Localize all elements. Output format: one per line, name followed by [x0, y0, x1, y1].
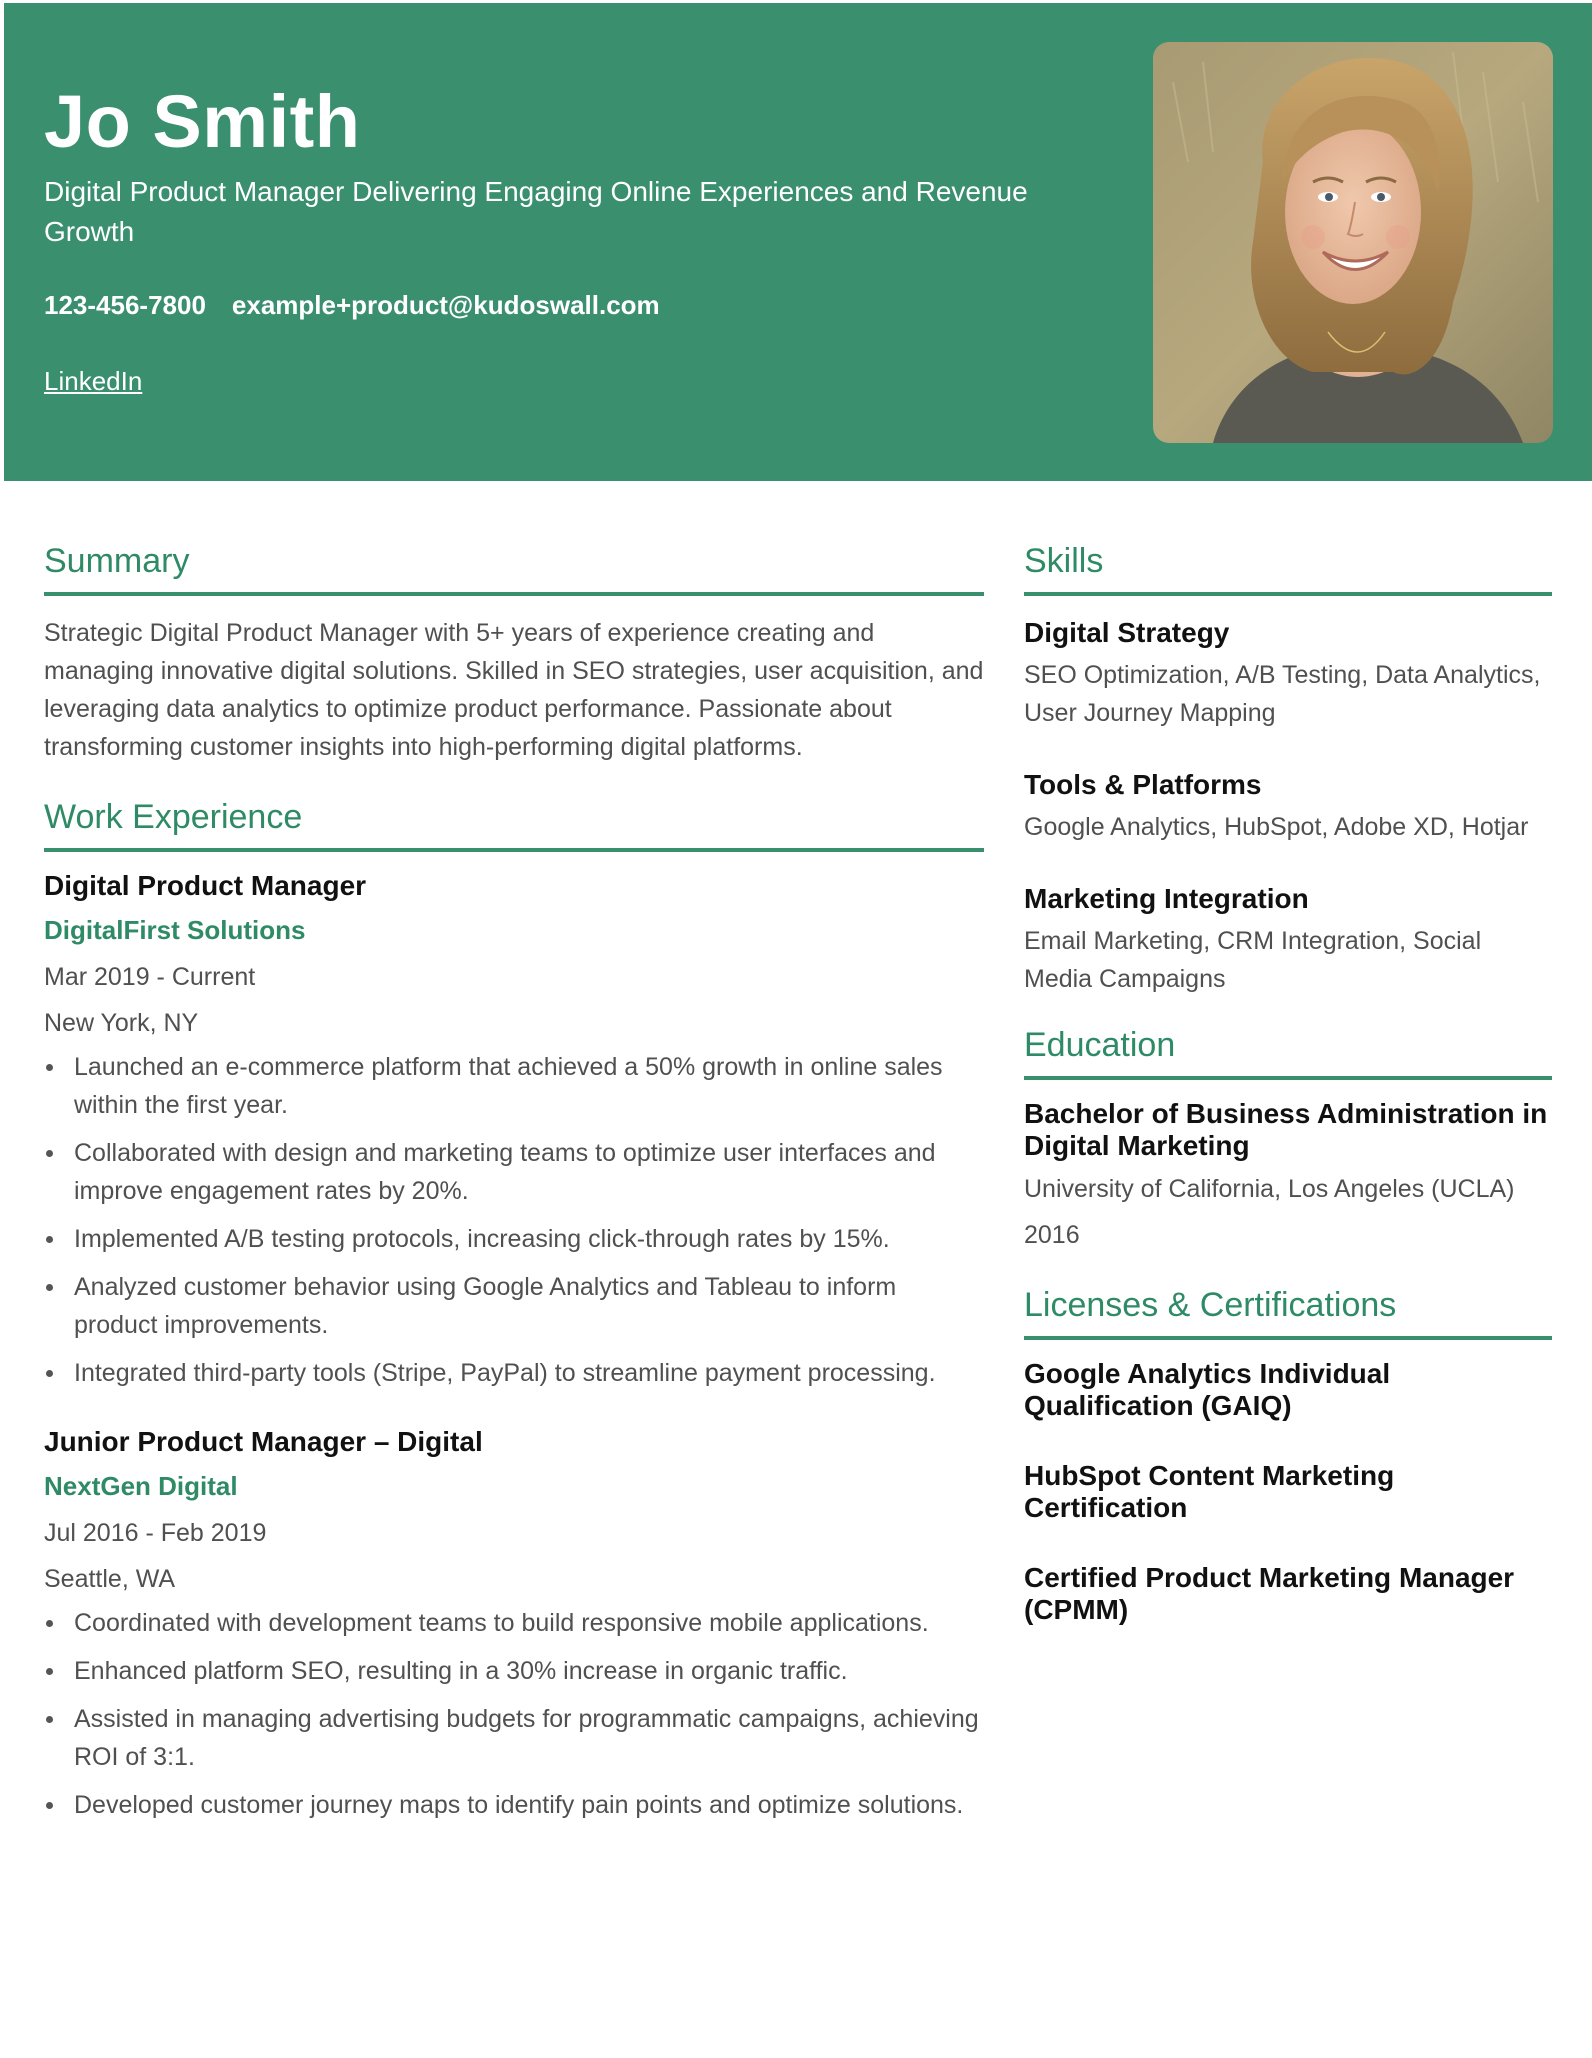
job-bullet: Assisted in managing advertising budgets for programmatic campaigns, achieving ROI of 3:1.	[44, 1700, 984, 1776]
summary-text: Strategic Digital Product Manager with 5+ years of experience creating and managing innovative digital solutions. Skilled in SEO strategies, user acquisition, and leveraging data analytics to optimize product performance. Passionate about transforming customer insights into high-performing digital platforms.	[44, 619, 984, 761]
job-bullet: Collaborated with design and marketing teams to optimize user interfaces and improve engagement rates by 20%.	[44, 1134, 984, 1210]
job-entry	[44, 866, 984, 1392]
skill-group-items: Email Marketing, CRM Integration, Social Media Campaigns	[1024, 927, 1482, 993]
job-dates: Jul 2016 - Feb 2019	[44, 1519, 267, 1547]
certification-item: HubSpot Content Marketing Certification	[1024, 1460, 1395, 1523]
job-bullet: Coordinated with development teams to build responsive mobile applications.	[44, 1604, 984, 1642]
left-column	[44, 540, 984, 1834]
candidate-tagline: Digital Product Manager Delivering Engaging Online Experiences and Revenue Growth	[44, 176, 1028, 247]
phone-number: 123-456-7800	[44, 290, 206, 320]
contact-info	[44, 287, 660, 323]
job-company: NextGen Digital	[44, 1471, 238, 1501]
job-dates: Mar 2019 - Current	[44, 963, 256, 991]
job-bullets	[44, 1048, 984, 1392]
skill-group-items: SEO Optimization, A/B Testing, Data Analytics, User Journey Mapping	[1024, 661, 1541, 727]
job-bullet: Analyzed customer behavior using Google Analytics and Tableau to inform product improvements.	[44, 1268, 984, 1344]
job-bullet: Implemented A/B testing protocols, increasing click-through rates by 15%.	[44, 1220, 984, 1258]
skill-group	[1024, 880, 1552, 998]
skill-group-items: Google Analytics, HubSpot, Adobe XD, Hotjar	[1024, 813, 1529, 841]
job-title: Digital Product Manager	[44, 870, 367, 901]
summary-heading: Summary	[44, 540, 984, 596]
right-column	[1024, 540, 1552, 1626]
job-location: New York, NY	[44, 1009, 199, 1037]
candidate-name: Jo Smith	[44, 80, 361, 163]
profile-photo	[1153, 42, 1553, 443]
job-bullet: Developed customer journey maps to identify pain points and optimize solutions.	[44, 1786, 984, 1824]
profile-photo-image	[1153, 42, 1553, 443]
skill-group-title: Tools & Platforms	[1024, 769, 1262, 800]
job-bullets	[44, 1604, 984, 1824]
skill-group	[1024, 766, 1552, 846]
skill-group	[1024, 614, 1552, 732]
job-bullet: Enhanced platform SEO, resulting in a 30% increase in organic traffic.	[44, 1652, 984, 1690]
certifications-heading: Licenses & Certifications	[1024, 1284, 1552, 1340]
skills-section	[1024, 540, 1552, 998]
linkedin-link[interactable]: LinkedIn	[44, 366, 143, 396]
experience-heading: Work Experience	[44, 796, 984, 852]
email-address: example+product@kudoswall.com	[231, 290, 660, 320]
experience-section	[44, 796, 984, 1824]
education-section	[1024, 1024, 1552, 1254]
job-bullet: Launched an e-commerce platform that achieved a 50% growth in online sales within the first year.	[44, 1048, 984, 1124]
certification-item: Google Analytics Individual Qualification (GAIQ)	[1024, 1358, 1391, 1421]
job-title: Junior Product Manager – Digital	[44, 1426, 483, 1457]
education-degree: Bachelor of Business Administration in Digital Marketing	[1024, 1098, 1548, 1161]
job-company: DigitalFirst Solutions	[44, 915, 306, 945]
job-location: Seattle, WA	[44, 1565, 176, 1593]
job-entry	[44, 1422, 984, 1824]
education-heading: Education	[1024, 1024, 1552, 1080]
education-year: 2016	[1024, 1221, 1080, 1249]
resume-header	[4, 3, 1592, 481]
certifications-section	[1024, 1284, 1552, 1626]
skill-group-title: Marketing Integration	[1024, 883, 1309, 914]
job-bullet: Integrated third-party tools (Stripe, PayPal) to streamline payment processing.	[44, 1354, 984, 1392]
summary-section	[44, 540, 984, 766]
skills-heading: Skills	[1024, 540, 1552, 596]
certification-item: Certified Product Marketing Manager (CPMM)	[1024, 1562, 1515, 1625]
skill-group-title: Digital Strategy	[1024, 617, 1230, 648]
education-school: University of California, Los Angeles (UCLA)	[1024, 1175, 1515, 1203]
